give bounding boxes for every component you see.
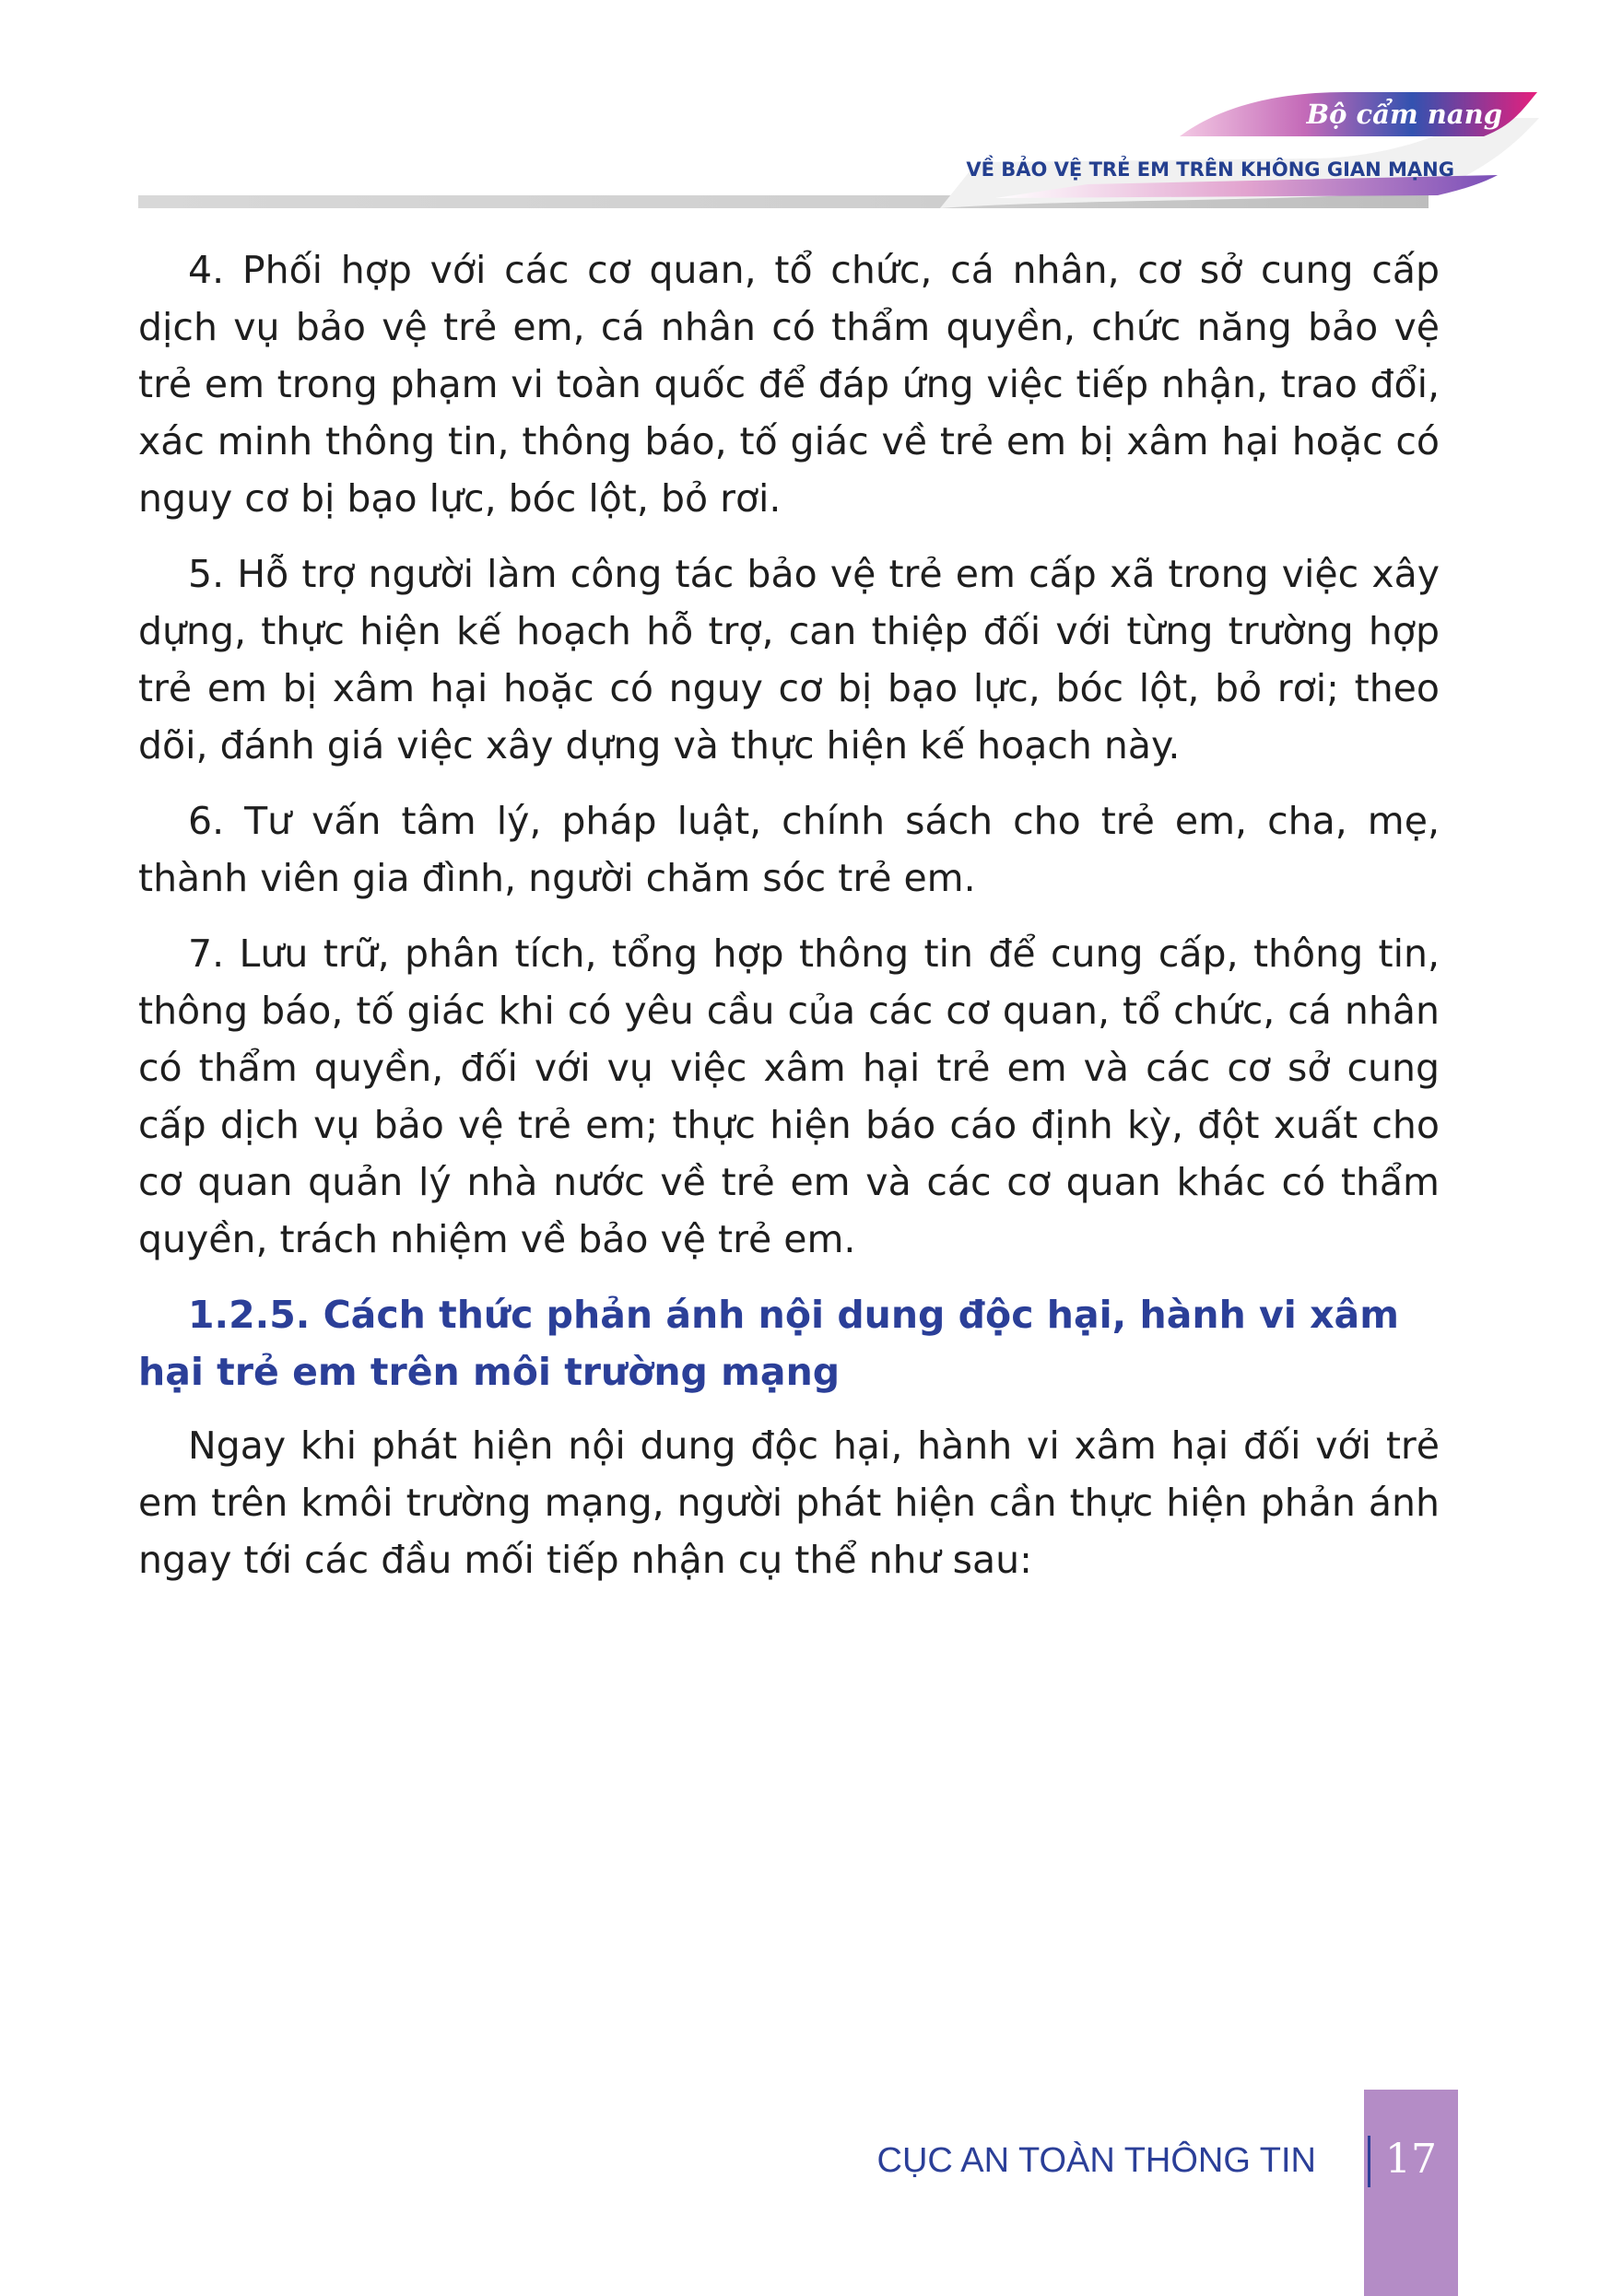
page-body <box>138 241 1440 1607</box>
paragraph-7: 7. Lưu trữ, phân tích, tổng hợp thông tin để cung cấp, thông tin, thông báo, tố giác khi có yêu cầu của các cơ quan, tổ chức, cá nhân có thẩm quyền, đối với vụ việc xâm hại trẻ em và các cơ sở cung cấp dịch vụ bảo vệ trẻ em; thực hiện báo cáo định kỳ, đột xuất cho cơ quan quản lý nhà nước về trẻ em và các cơ quan khác có thẩm quyền, trách nhiệm về bảo vệ trẻ em. <box>138 931 1440 1261</box>
page-number: 17 <box>1385 2136 1437 2183</box>
section-paragraph: Ngay khi phát hiện nội dung độc hại, hành vi xâm hại đối với trẻ em trên kmôi trường mạng, người phát hiện cần thực hiện phản ánh ngay tới các đầu mối tiếp nhận cụ thể như sau: <box>138 1423 1440 1582</box>
handbook-title: Bộ cẩm nang <box>1306 99 1502 130</box>
footer-divider <box>1368 2136 1370 2187</box>
paragraph-5: 5. Hỗ trợ người làm công tác bảo vệ trẻ em cấp xã trong việc xây dựng, thực hiện kế hoạch hỗ trợ, can thiệp đối với từng trường hợp trẻ em bị xâm hại hoặc có nguy cơ bị bạo lực, bóc lột, bỏ rơi; theo dõi, đánh giá việc xây dựng và thực hiện kế hoạch này. <box>138 552 1440 767</box>
paragraph-6: 6. Tư vấn tâm lý, pháp luật, chính sách cho trẻ em, cha, mẹ, thành viên gia đình, người chăm sóc trẻ em. <box>138 799 1440 900</box>
footer-organization: CỤC AN TOÀN THÔNG TIN <box>876 2141 1316 2180</box>
page-header <box>0 0 1611 240</box>
handbook-subtitle: VỀ BẢO VỆ TRẺ EM TRÊN KHÔNG GIAN MẠNG <box>966 158 1454 181</box>
page-number-box <box>1364 2090 1458 2296</box>
section-heading: 1.2.5. Cách thức phản ánh nội dung độc hại, hành vi xâm hại trẻ em trên môi trường mạng <box>138 1293 1399 1394</box>
paragraph-4: 4. Phối hợp với các cơ quan, tổ chức, cá nhân, cơ sở cung cấp dịch vụ bảo vệ trẻ em, cá nhân có thẩm quyền, chức năng bảo vệ trẻ em trong phạm vi toàn quốc để đáp ứng việc tiếp nhận, trao đổi, xác minh thông tin, thông báo, tố giác về trẻ em bị xâm hại hoặc có nguy cơ bị bạo lực, bóc lột, bỏ rơi. <box>138 248 1440 521</box>
